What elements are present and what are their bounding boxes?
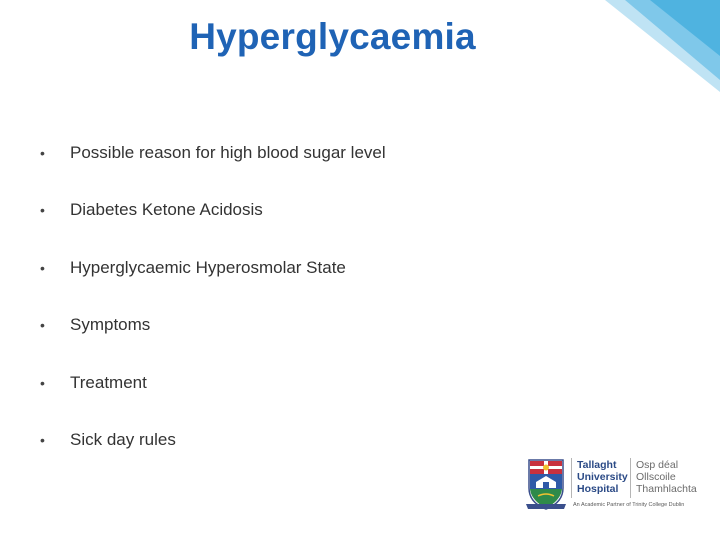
bullet-marker: • [40, 259, 45, 276]
bullet-item [40, 253, 386, 282]
hospital-crest-icon [526, 458, 566, 510]
bullet-item [40, 426, 386, 455]
bullet-marker: • [40, 317, 45, 334]
slide-title: Hyperglycaemia [189, 16, 476, 57]
hospital-name-english [577, 459, 628, 495]
bullet-text: Diabetes Ketone Acidosis [70, 200, 263, 220]
hospital-name-en-line: University [577, 471, 628, 483]
bullet-item [40, 138, 386, 167]
hospital-name-ga-line: Ollscoile [636, 471, 676, 483]
hospital-name-irish [636, 459, 697, 495]
bullet-marker: • [40, 374, 45, 391]
bullet-marker: • [40, 144, 45, 161]
bullet-marker: • [40, 432, 45, 449]
bullet-text: Treatment [70, 372, 147, 392]
bullet-item [40, 196, 386, 225]
hospital-name-en-line: Tallaght [577, 459, 617, 471]
bullet-item [40, 368, 386, 397]
bullet-text: Possible reason for high blood sugar level [70, 142, 386, 162]
hospital-name-ga-line: Osp déal [636, 459, 679, 471]
bullet-list [40, 138, 386, 484]
logo-divider [571, 458, 572, 498]
bullet-item [40, 311, 386, 340]
bullet-marker: • [40, 202, 45, 219]
hospital-name-ga-line: Thamhlachta [636, 483, 697, 495]
hospital-logo [526, 455, 701, 513]
logo-divider [630, 458, 631, 498]
logo-tagline: An Academic Partner of Trinity College Dublin [573, 502, 685, 508]
hospital-name-en-line: Hospital [577, 483, 619, 495]
bullet-text: Symptoms [70, 315, 151, 335]
bullet-text: Sick day rules [70, 430, 176, 450]
bullet-text: Hyperglycaemic Hyperosmolar State [70, 257, 346, 277]
